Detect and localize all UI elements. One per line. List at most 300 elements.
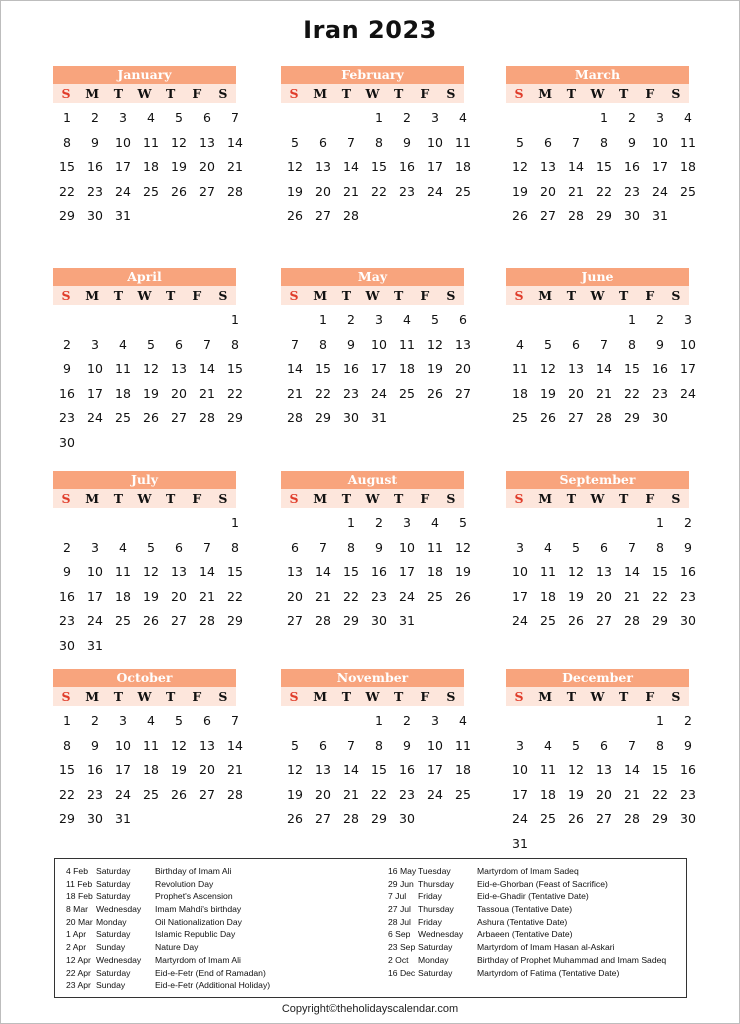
weekday-label: F [645,288,655,303]
day-cell: 18 [455,159,471,174]
weekday-label: M [85,491,100,506]
weekday-label: S [61,86,71,101]
day-cell: 17 [87,588,103,604]
weekday-label: T [341,491,351,506]
day-cell: 5 [175,110,183,125]
day-cell: 26 [568,811,584,826]
day-cell: 8 [656,737,664,753]
day-cell: 24 [371,385,387,401]
day-cell: 17 [371,361,387,376]
weekday-label: T [393,86,404,101]
holiday-name: Birthday of Prophet Muhammad and Imam Sadeq [477,954,667,965]
day-cell: 30 [624,208,640,223]
weekday-header [53,286,236,305]
weekday-label: S [218,689,228,704]
day-cell: 12 [143,361,159,376]
weekday-label: S [671,288,681,303]
day-cell: 10 [115,134,131,150]
empty-day-cell [562,709,590,734]
weekday-label: S [61,288,71,303]
day-cell: 31 [87,637,103,653]
day-cell: 28 [568,208,584,223]
day-grid [53,106,249,229]
day-cell: 17 [399,564,415,579]
day-cell: 21 [199,588,215,604]
weekday-label: S [289,491,299,506]
day-cell: 20 [171,385,187,401]
day-cell: 10 [427,134,443,150]
day-cell: 22 [59,786,75,802]
empty-day-cell [137,511,165,536]
day-cell: 13 [540,159,556,174]
day-cell: 16 [624,159,640,174]
weekday-label: S [289,86,299,101]
day-cell: 18 [399,361,415,376]
day-cell: 19 [568,588,584,604]
day-cell: 4 [459,110,467,125]
day-cell: 23 [59,410,75,425]
day-cell: 6 [203,110,211,125]
day-cell: 3 [91,539,99,555]
day-cell: 17 [427,762,443,777]
weekday-label: F [192,288,202,303]
day-cell: 24 [399,588,415,604]
day-cell: 8 [656,539,664,555]
day-cell: 25 [540,811,556,826]
day-cell: 13 [199,134,215,150]
day-cell: 8 [319,336,327,352]
day-cell: 10 [652,134,668,150]
day-cell: 17 [115,159,131,174]
day-cell: 6 [291,539,299,555]
holiday-weekday: Wednesday [96,904,142,915]
day-cell: 14 [287,361,303,376]
day-cell: 19 [455,564,471,579]
day-cell: 15 [59,762,75,777]
day-cell: 17 [652,159,668,174]
holiday-name: Eid-e-Ghadir (Tentative Date) [477,891,589,902]
day-cell: 3 [656,110,664,125]
empty-day-cell [53,511,81,536]
weekday-label: F [192,491,202,506]
day-cell: 13 [199,737,215,753]
day-cell: 1 [231,515,239,530]
day-cell: 24 [680,385,696,401]
day-cell: 9 [63,361,71,376]
day-cell: 29 [59,208,75,223]
day-cell: 8 [231,336,239,352]
weekday-label: T [113,288,123,303]
day-cell: 16 [680,564,696,579]
weekday-label: T [566,689,576,704]
day-cell: 15 [652,762,668,777]
day-cell: 1 [375,110,383,125]
day-cell: 14 [227,134,243,150]
day-grid [506,106,702,229]
day-cell: 25 [115,410,131,425]
day-cell: 21 [624,588,640,604]
holiday-name: Islamic Republic Day [155,929,236,940]
day-cell: 8 [231,539,239,555]
weekday-label: S [446,288,456,303]
day-cell: 3 [119,110,127,125]
day-cell: 22 [652,588,668,604]
day-cell: 21 [315,588,331,604]
day-cell: 5 [291,134,299,150]
day-cell: 16 [680,762,696,777]
weekday-label: M [313,689,328,704]
weekday-label: S [514,86,524,101]
weekday-label: M [313,288,328,303]
weekday-label: T [341,86,351,101]
day-cell: 20 [540,183,556,199]
day-cell: 31 [115,811,131,826]
day-cell: 20 [199,159,215,174]
day-cell: 15 [624,361,640,376]
weekday-header [506,286,689,305]
month-name: March [506,66,689,84]
weekday-label: S [218,491,228,506]
holiday-weekday: Thursday [418,878,454,889]
day-cell: 4 [544,737,552,753]
day-cell: 22 [371,786,387,802]
day-cell: 23 [371,588,387,604]
day-cell: 11 [143,737,159,753]
weekday-label: S [671,86,681,101]
weekday-label: T [341,689,351,704]
day-cell: 26 [568,613,584,628]
empty-day-cell [534,106,562,131]
weekday-label: M [313,491,328,506]
day-cell: 5 [175,713,183,728]
day-cell: 20 [568,385,584,401]
day-cell: 12 [287,159,303,174]
day-cell: 25 [399,385,415,401]
day-cell: 9 [375,539,383,555]
day-cell: 1 [63,110,71,125]
day-cell: 22 [624,385,640,401]
day-cell: 16 [399,762,415,777]
holiday-name: Martyrdom of Fatima (Tentative Date) [477,967,620,978]
holiday-date: 8 Mar [66,904,88,915]
day-cell: 4 [147,110,155,125]
holiday-weekday: Wednesday [96,954,142,965]
day-cell: 20 [199,762,215,777]
day-cell: 1 [628,312,636,327]
weekday-label: W [137,491,152,506]
holiday-weekday: Monday [96,916,127,927]
day-cell: 24 [115,183,131,199]
day-cell: 21 [227,159,243,174]
empty-day-cell [165,511,193,536]
day-cell: 5 [147,539,155,555]
day-cell: 6 [319,737,327,753]
day-cell: 25 [143,786,159,802]
empty-day-cell [506,709,534,734]
weekday-label: T [393,491,404,506]
weekday-label: M [538,689,553,704]
day-cell: 12 [540,361,556,376]
day-cell: 10 [427,737,443,753]
day-cell: 11 [540,762,556,777]
day-cell: 11 [455,134,471,150]
day-cell: 21 [568,183,584,199]
day-cell: 31 [512,835,528,851]
day-cell: 30 [680,613,696,628]
day-cell: 11 [455,737,471,753]
month-july [53,471,243,658]
weekday-label: S [218,288,228,303]
day-cell: 12 [171,134,187,150]
day-cell: 3 [431,110,439,125]
holiday-weekday: Friday [418,891,442,902]
day-cell: 25 [680,183,696,199]
weekday-label: T [113,689,123,704]
day-cell: 22 [343,588,359,604]
weekday-label: S [218,86,228,101]
month-name: September [506,471,689,489]
empty-day-cell [81,511,109,536]
weekday-label: S [514,689,524,704]
weekday-label: T [341,288,351,303]
day-cell: 23 [399,786,415,802]
holiday-weekday: Sunday [96,980,126,991]
empty-day-cell [309,106,337,131]
holiday-weekday: Saturday [96,878,131,889]
day-cell: 26 [171,183,187,199]
day-cell: 1 [600,110,608,125]
holiday-date: 2 Oct [388,954,409,965]
day-cell: 27 [540,208,556,223]
day-cell: 24 [115,786,131,802]
weekday-label: T [566,288,576,303]
day-grid [506,709,702,856]
holiday-name: Imam Mahdi's birthday [155,904,242,915]
day-cell: 28 [343,811,359,826]
day-cell: 18 [455,762,471,777]
month-may [281,268,471,431]
empty-day-cell [590,308,618,333]
weekday-header [53,687,236,706]
day-cell: 10 [87,564,103,579]
day-cell: 27 [199,183,215,199]
day-cell: 29 [624,410,640,425]
holiday-date: 18 Feb [66,891,93,902]
day-cell: 16 [343,361,359,376]
day-cell: 31 [652,208,668,223]
day-cell: 11 [512,361,528,376]
day-cell: 18 [680,159,696,174]
holiday-name: Arbaeen (Tentative Date) [477,929,573,940]
day-cell: 29 [227,613,243,628]
day-cell: 19 [540,385,556,401]
day-cell: 19 [287,786,303,802]
day-cell: 12 [287,762,303,777]
day-cell: 20 [171,588,187,604]
month-name: July [53,471,236,489]
day-cell: 17 [115,762,131,777]
day-cell: 28 [287,410,303,425]
day-cell: 5 [431,312,439,327]
day-cell: 28 [343,208,359,223]
day-cell: 8 [347,539,355,555]
day-cell: 24 [87,410,103,425]
day-cell: 2 [403,713,411,728]
month-name: April [53,268,236,286]
day-cell: 22 [596,183,612,199]
day-cell: 29 [371,811,387,826]
day-cell: 9 [684,539,692,555]
day-cell: 4 [403,312,411,327]
day-cell: 27 [171,613,187,628]
day-cell: 11 [399,336,415,352]
holiday-date: 27 Jul [388,904,411,915]
holiday-weekday: Monday [418,954,449,965]
day-cell: 10 [680,336,696,352]
day-cell: 10 [512,762,528,777]
weekday-header [281,687,464,706]
day-cell: 8 [628,336,636,352]
day-cell: 24 [427,183,443,199]
empty-day-cell [590,511,618,536]
day-cell: 3 [684,312,692,327]
day-cell: 30 [680,811,696,826]
day-cell: 21 [287,385,303,401]
day-cell: 18 [115,385,131,401]
day-cell: 25 [455,786,471,802]
holiday-date: 20 Mar [66,916,93,927]
day-cell: 14 [199,361,215,376]
empty-day-cell [53,308,81,333]
day-cell: 29 [652,613,668,628]
holiday-date: 16 Dec [388,967,416,978]
weekday-label: S [289,288,299,303]
empty-day-cell [506,308,534,333]
day-cell: 12 [427,336,443,352]
day-cell: 15 [59,159,75,174]
empty-day-cell [534,511,562,536]
day-cell: 14 [624,564,640,579]
holiday-list [54,858,687,998]
day-cell: 31 [371,410,387,425]
day-cell: 26 [512,208,528,223]
day-grid [53,709,249,832]
day-cell: 13 [315,159,331,174]
day-cell: 21 [199,385,215,401]
month-november [281,669,471,832]
day-cell: 24 [427,786,443,802]
day-cell: 12 [568,564,584,579]
day-cell: 8 [63,737,71,753]
day-cell: 15 [315,361,331,376]
empty-day-cell [506,106,534,131]
month-name: February [281,66,464,84]
day-cell: 7 [203,336,211,352]
day-cell: 7 [203,539,211,555]
holiday-date: 23 Sep [388,942,416,953]
weekday-header [53,84,236,103]
weekday-label: T [618,86,629,101]
day-cell: 9 [403,737,411,753]
day-cell: 24 [652,183,668,199]
weekday-label: W [590,689,605,704]
day-cell: 13 [568,361,584,376]
day-cell: 26 [171,786,187,802]
holiday-weekday: Saturday [418,942,453,953]
day-cell: 21 [343,786,359,802]
day-cell: 11 [115,361,131,376]
weekday-label: T [393,689,404,704]
day-cell: 15 [371,159,387,174]
day-cell: 14 [315,564,331,579]
day-cell: 5 [572,737,580,753]
day-cell: 9 [347,336,355,352]
day-cell: 4 [431,515,439,530]
day-cell: 13 [596,564,612,579]
weekday-header [281,489,464,508]
holiday-date: 1 Apr [66,929,87,940]
month-march [506,66,696,229]
day-cell: 1 [63,713,71,728]
weekday-label: T [113,86,123,101]
weekday-label: T [566,491,576,506]
day-cell: 28 [624,613,640,628]
day-cell: 20 [315,183,331,199]
month-name: November [281,669,464,687]
day-cell: 29 [59,811,75,826]
day-cell: 30 [371,613,387,628]
day-cell: 6 [572,336,580,352]
holiday-weekday: Saturday [96,967,131,978]
day-cell: 2 [684,713,692,728]
day-cell: 9 [91,134,99,150]
weekday-label: M [85,288,100,303]
day-cell: 9 [628,134,636,150]
holiday-weekday: Saturday [96,929,131,940]
holiday-name: Ashura (Tentative Date) [477,916,568,927]
day-cell: 3 [91,336,99,352]
day-cell: 16 [59,588,75,604]
day-cell: 17 [680,361,696,376]
empty-day-cell [618,511,646,536]
day-cell: 2 [91,110,99,125]
day-cell: 19 [143,385,159,401]
day-cell: 2 [63,539,71,555]
holiday-name: Prophet's Ascension [155,891,233,902]
weekday-label: F [192,689,202,704]
day-cell: 23 [399,183,415,199]
day-cell: 27 [455,385,471,401]
weekday-label: W [137,288,152,303]
day-cell: 4 [119,336,127,352]
month-october [53,669,243,832]
day-cell: 27 [568,410,584,425]
day-cell: 18 [143,159,159,174]
holiday-date: 4 Feb [66,866,88,876]
day-cell: 29 [652,811,668,826]
weekday-label: F [645,86,655,101]
empty-day-cell [109,511,137,536]
day-cell: 30 [343,410,359,425]
day-cell: 5 [147,336,155,352]
day-cell: 14 [343,762,359,777]
day-cell: 29 [315,410,331,425]
day-cell: 28 [624,811,640,826]
day-grid [281,106,477,229]
day-cell: 10 [115,737,131,753]
empty-day-cell [281,106,309,131]
day-cell: 30 [59,434,75,450]
